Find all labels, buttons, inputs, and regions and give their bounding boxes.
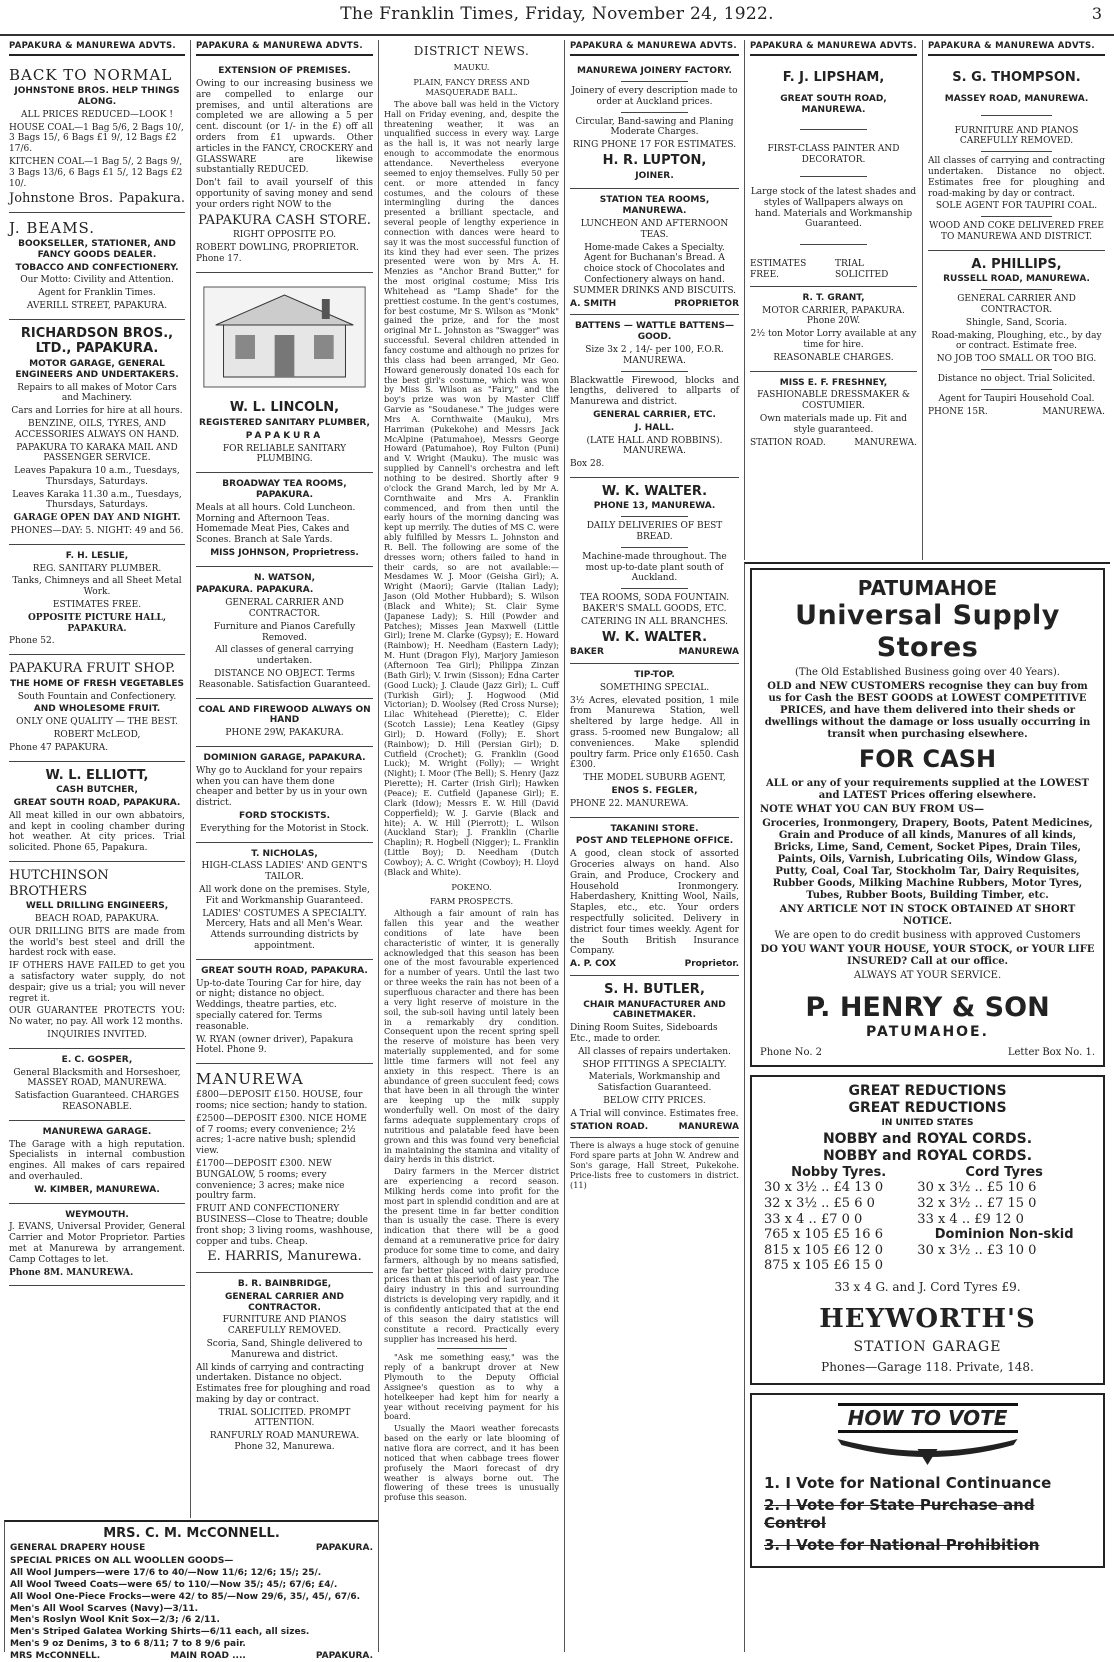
ad-heyworth-tyres: GREAT REDUCTIONS GREAT REDUCTIONS IN UNITED STATES NOBBY and ROYAL CORDS. NOBBY and ROYAL CORDS. Nobby Tyres. Cord Tyres 30 x 3½ .. £4 13 0 30 x 3½ .. £5 10 6 32 x 3½ .. £5 6 0 32 x 3½ .. £7 15 0 33 x 4 .. £7 0 0 33 x 4 .. £9 12 0 765 x 105 £5 16 6 Dominion Non-skid 815 x 105 £6 12 0 30 x 3½ .. £3 10 0 875 x 105 £6 15 0 33 x 4 G. and J. Cord Tyres £9. HEYWORTH'S STATION GARAGE Phones—Garage 118. Private, 148. [750,1075,1105,1385]
vote-option-prohibition: 3. I Vote for National Prohibition [764,1536,1040,1555]
ad-harris: MANUREWA £800—DEPOSIT £150. HOUSE, four rooms; nice section; handy to station. £2500—DEPOSIT £300. NICE HOME of 7 rooms; every convenience; 2½ acres; 1-acre native bush; splendid view. £1700—DEPOSIT £300. NEW BUNGALOW, 5 rooms; every convenience; 3 acres; make nice poultry farm. FRUIT AND CONFECTIONERY BUSINESS—Close to Theatre; double front shop; 3 living rooms, washhouse, copper and tubs. Cheap. E. HARRIS, Manurewa. [196,1064,373,1273]
masthead [0,0,1114,36]
ad-ryan: GREAT SOUTH ROAD, PAPAKURA. Up-to-date Touring Car for hire, day or night; distance no object. Weddings, theatre parties, etc. specially catered for. Terms reasonable. W. RYAN (owner driver), Papakura Hotel. Phone 9. [196,960,373,1064]
ad-thompson: S. G. THOMPSON. MASSEY ROAD, MANUREWA. FURNITURE AND PIANOS CAREFULLY REMOVED. All classes of carrying and contracting undertaken. Distance no object. Estimates free for ploughing and road-making by day or contract. SOLE AGENT FOR TAUPIRI COAL. WOOD AND COKE DELIVERED FREE TO MANUREWA AND DISTRICT. [928,60,1105,251]
newspaper-title: The Franklin Times, Friday, November 24, 1922. [340,4,774,24]
district-news-heading: DISTRICT NEWS. [413,44,530,58]
ad-gosper: E. C. GOSPER, General Blacksmith and Horseshoer, MASSEY ROAD, MANUREWA. Satisfaction Guaranteed. CHARGES REASONABLE. [9,1049,185,1121]
ad-mcconnell: MRS. C. M. McCONNELL. GENERAL DRAPERY HOUSE PAPAKURA. SPECIAL PRICES ON ALL WOOLLEN GOODS— All Wool Jumpers—were 17/6 to 40/—Now 11/6; 12/6; 15/; 25/. All Wool Tweed Coats—were 65/ to 110/—Now 35/; 45/; 67/6; £4/. All Wool One-Piece Frocks—were 42/ to 85/—Now 29/6, 35/, 45/, 67/6. Men's All Wool Scarves (Navy)—3/11. Men's Roslyn Wool Knit Sox—2/3; /6 2/11. Men's Striped Galatea Working Shirts—6/11 each, all sizes. Men's 9 oz Denims, 3 to 6 8/11; 7 to 8 9/6 pair. MRS McCONNELL. MAIN ROAD .... PAPAKURA. [4,1520,378,1652]
column-1 [4,40,190,1652]
ad-lupton: MANUREWA JOINERY FACTORY. Joinery of every description made to order at Auckland prices. Circular, Band-sawing and Planing Moderate Charges. RING PHONE 17 FOR ESTIMATES. H. R. LUPTON, JOINER. [570,60,739,189]
section-header: PAPAKURA & MANUREWA ADVTS. [928,40,1105,56]
ad-elliott: W. L. ELLIOTT, CASH BUTCHER, GREAT SOUTH ROAD, PAPAKURA. All meat killed in our own abbatoirs, and kept in cooling chamber during hot weather. At city prices. Trial solicited. Phone 65, Papakura. [9,762,185,862]
ad-bainbridge: B. R. BAINBRIDGE, GENERAL CARRIER AND CONTRACTOR. FURNITURE AND PIANOS CAREFULLY REMOVED. Scoria, Sand, Shingle delivered to Manurewa and district. All kinds of carrying and contracting undertaken. Distance no object. Estimates free for ploughing and road making by day or contract. TRIAL SOLICITED. PROMPT ATTENTION. RANFURLY ROAD MANUREWA. Phone 32, Manurewa. [196,1278,371,1453]
ad-coal: COAL AND FIREWOOD ALWAYS ON HAND PHONE 29W, PAKAKURA. [196,699,373,747]
ad-phillips: A. PHILLIPS, RUSSELL ROAD, MANUREWA. GENERAL CARRIER AND CONTRACTOR. Shingle, Sand, Scoria. Road-making, Ploughing, etc., by day or contract. Estimate free. NO JOB TOO SMALL OR TOO BIG. Distance no object. Trial Solicited. Agent for Taupiri Household Coal. PHONE 15R. MANUREWA. [928,256,1105,417]
ad-cash-store: EXTENSION OF PREMISES. Owing to our increasing business we are compelled to enlarge our premises, and until alterations are completed we are allowing a 5 per cent. discount (or 1/- in the £) off all orders from £1 upwards. Other articles in the FANCY, CROCKERY and GLASSWARE are likewise substantially REDUCED. Don't fail to avail yourself of this opportunity of saving money and send your orders right NOW to the PAPAKURA CASH STORE. RIGHT OPPOSITE P.O. ROBERT DOWLING, PROPRIETOR. Phone 17. [196,60,373,272]
ad-lincoln: W. L. LINCOLN, REGISTERED SANITARY PLUMBER, PAPAKURA FOR RELIABLE SANITARY PLUMBING. [196,273,373,474]
column-5 [744,40,922,560]
vote-option-state-purchase: 2. I Vote for State Purchase and Control [764,1496,1035,1533]
ford-parts-notice: There is always a huge stock of genuine Ford spare parts at John W. Andrew and Son's garage, Hall Street, Pukekohe. Price-lists free to customers in district. (11) [570,1140,739,1190]
right-feature-block [744,562,1110,1652]
section-header: PAPAKURA & MANUREWA ADVTS. [750,40,917,56]
ad-dominion-garage: DOMINION GARAGE, PAPAKURA. Why go to Auckland for your repairs when you can have them done cheaper and better by us in your own district. FORD STOCKISTS. Everything for the Motorist in Stock. [196,747,373,843]
ad-freshney: MISS E. F. FRESHNEY, FASHIONABLE DRESSMAKER & COSTUMIER. Own materials made up. Fit and style guaranteed. STATION ROAD. MANUREWA. [750,377,917,448]
ad-grant: R. T. GRANT, MOTOR CARRIER, PAPAKURA. Phone 20W. 2½ ton Motor Lorry available at any time for hire. REASONABLE CHARGES. [750,287,917,372]
ad-station-tea-rooms: STATION TEA ROOMS, MANUREWA. LUNCHEON AND AFTERNOON TEAS. Home-made Cakes a Specialty. Agent for Buchanan's Bread. A choice stock of Chocolates and Confectionery always on hand. SUMMER DRINKS AND BISCUITS. A. SMITH PROPRIETOR [570,189,739,315]
vote-option-continuance: 1. I Vote for National Continuance [764,1474,1052,1493]
house-illustration [196,277,373,395]
ad-fegler: TIP-TOP. SOMETHING SPECIAL. 3½ Acres, elevated position, 1 mile from Manurewa Station, well sheltered by large hedge. All in grass. 5-roomed new Bungalow; all conveniences. Make splendid poultry farm. Price only £1650. Cash £300. THE MODEL SUBURB AGENT, ENOS S. FEGLER, PHONE 22. MANUREWA. [570,664,739,818]
column-3-district-news: DISTRICT NEWS. MAUKU. PLAIN, FANCY DRESS AND MASQUERADE BALL. The above ball was held in the Victory Hall on Friday evening, and, despite the threatening weather, it was an unqualified success in every way. Large as the hall is, it was not nearly large enough to accommodate the enormous attendance. Nevertheless everyone seemed to enjoy themselves. Fully 50 per cent. or more attended in fancy costumes, and the colours of these intermingling during the dances presented a brilliant spectacle, and several people of lengthy experience in connection with dances were heard to say it was the most successful function of its kind they had ever seen. The prizes presented were won by Mrs A. H. Menzies as "Anchor Brand Butter," for the most original costume; Miss Iris Whitehead as "Lamp Shade" for the prettiest costume. In the gent's costumes, for best costume, Mr S. Wilson as "Monk" gained the prize, and for the most original Mr L. Johnston as "Swagger" was successful. Several children attended in fancy costume and although no prizes for this class had been arranged, Mr Geo. Howard generously donated 10s each for the best girl's costume, which was won by Miss S. Wilson as "Fairy," and the boy's prize was won by Master Cliff Garvie as "Soudanese." The judges were Mrs A. Cornthwaite (Mauku), Mrs Harriman (Pukekohe) and Messrs Jack McAlpine (Patumahoe), Messrs George Howard (Patumahoe), Roy Fulton (Puni) and V. Wright (Mauku). The music was supplied by Cannell's orchestra and left nothing to be desired. Shortly after 9 o'clock the Grand March, led by Mr A. Cornthwaite and Mrs A. Franklin commenced, and from then until the early hours of the morning dancing was kept up merrily. The duties of MS C. were ably fulfilled by Messrs L. Johnston and R. Bell. The following are some of the dresses worn; others failed to hand in their cards, so are not available:—Mesdames W. J. Moor (Geisha Girl); A. Wright (Maori); Garvie (Italian Lady); Jason (Old Mother Hubbard); S. Wilson (Black and White); St. Clair Syme (Japanese Lady); S. Hill (Powder and Patches); Misses Jean Maxwell (Little Girl); Irene M. Clarke (Gypsy); E. Howard (Rainbow); H. Needham (Eastern Lady); M. Hunt (Dragon Fly), Marjory Jamieson (Afternoon Tea Girl); Philippa Zinzan (Bath Girl); V. Irwin (Sisson); Edna Carter (Good Luck); J. Claude (Jazz Girl); L. Cuff (Turkish Girl); J. Hogwood (Mid Victorian); D. Woolsey (Red Cross Nurse); Lilac Whitehead (Pierette); C. Elder (Scotch Lassie); Lena Keatley (Gipsy Girl); D. Howard (Folly); E. Short (Rainbow); D. Hill (Persian Girl); D. Cutfield (Crochet); G. Franklin (Good Luck); M. Wright (Folly); — Wright (Night); I. Moor (The Bell); S. Henry (Jazz Pierette); H. Carter (Irish Girl); Hawken (Peace); E. Cutfield (Japanese Girl); E. Clark (Idow); Messrs E. W. Hill (David Copperfield); W. J. Garvie (Black and hite); A. W. Hill (Pierrott); L. Wilson (Auckland Star); J. Franklin (Charlie Chaplin); R. Hogbell (Nigger); L. Franklin (Little Boy); D. Needham (Dutch Cowboy); A. C. Wright (Cowboy); H. Lloyd (Black and White). POKENO. FARM PROSPECTS. Although a fair amount of rain has fallen this year and the weather conditions of late have been characteristic of winter, it is generally acknowledged that this season has been one of the most favourable experienced for a number of years. Until the last two or three weeks the rain has not been of a superfluous character and there has been a very light reserve of moisture in the soil, the sub-soil having until lately been in a remarkably dry condition. Consequent upon the recent spring spell the reserve of moisture has been very materially supplemented, and for some little time farmers will not feel any anxiety in this respect. There is an abundance of green succulent feed; cows that have been in all through the winter are keeping up the milk supply wonderfully well. On most of the dairy farms adequate supplementary crops of nutritious and palatable feed have been grown and this was found very beneficial in maintaining the stamina and vitality of dairy herds in this district. Dairy farmers in the Mercer district are experiencing a record season. Milking herds come into profit for the most part in splendid condition and are at the present time in far better condition than is usually the case. There is every indication that there will be a good demand at a remunerative price for dairy produce for some time to come, and dairy farmers, although by no means satisfied, are far better placed with dairy produce prices than at this period of last year. The dairy industry in this and surrounding districts is developing very rapidly, and it is confidently anticipated that at the end of this season the dairy statistics will constitute a record. Practically every supplier has increased his herd. "Ask me something easy," was the reply of a bankrupt drover at New Plymouth to the Deputy Official Assignee's question as to why a hotelkeeper had kept him for nearly a year without receiving payment for his board. Usually the Maori weather forecasts based on the early or late blooming of native flora are correct, and it has been noticed that when cabbage trees flower profusely the Maori forecast of dry weather is always borne out. The flowering of these trees is unusually profuse this season. [378,40,564,1652]
column-2 [190,40,378,1518]
ad-beams: J. BEAMS. BOOKSELLER, STATIONER, AND FANCY GOODS DEALER. TOBACCO AND CONFECTIONERY. Our Motto: Civility and Attention. Agent for Franklin Times. AVERILL STREET, PAPAKURA. [9,213,185,320]
pointing-hand-icon [764,1433,1091,1467]
ad-lipsham: F. J. LIPSHAM, GREAT SOUTH ROAD, MANUREWA. FIRST-CLASS PAINTER AND DECORATOR. Large stock of the latest shades and styles of Wallpapers always on hand. Materials and Workmanship Guaranteed. ESTIMATES FREE. TRIAL SOLICITED [750,60,917,287]
ad-leslie: F. H. LESLIE, REG. SANITARY PLUMBER. Tanks, Chimneys and all Sheet Metal Work. ESTIMATES FREE. OPPOSITE PICTURE HALL, PAPAKURA. Phone 52. [9,545,185,655]
section-header: PAPAKURA & MANUREWA ADVTS. [570,40,739,56]
ad-walter: W. K. WALTER. PHONE 13, MANUREWA. DAILY DELIVERIES OF BEST BREAD. Machine-made throughout. The most up-to-date plant south of Auckland. TEA ROOMS, SODA FOUNTAIN. BAKER'S SMALL GOODS, ETC. CATERING IN ALL BRANCHES. W. K. WALTER. BAKER MANUREWA [570,478,739,664]
ad-manurewa-garage: MANUREWA GARAGE. The Garage with a high reputation. Specialists in internal combustion engines. All makes of cars repaired and overhauled. W. KIMBER, MANUREWA. [9,1121,185,1204]
how-to-vote-title: HOW TO VOTE [838,1403,1018,1433]
ad-hutchinson: HUTCHINSON BROTHERS WELL DRILLING ENGINEERS, BEACH ROAD, PAPAKURA. OUR DRILLING BITS are made from the world's best steel and drill the hardest rock with ease. IF OTHERS HAVE FAILED to get you a satisfactory water supply, do not despair; give us a trial; you will never regret it. OUR GUARANTEE PROTECTS YOU: No water, no pay. All work 12 months. INQUIRIES INVITED. [9,862,185,1049]
section-header: PAPAKURA & MANUREWA ADVTS. [196,40,373,56]
ad-watson: N. WATSON, PAPAKURA. PAPAKURA. GENERAL CARRIER AND CONTRACTOR. Furniture and Pianos Carefully Removed. All classes of general carrying undertaken. DISTANCE NO OBJECT. Terms Reasonable. Satisfaction Guaranteed. [196,567,373,699]
section-header: PAPAKURA & MANUREWA ADVTS. [9,40,185,56]
ad-nicholas: T. NICHOLAS, HIGH-CLASS LADIES' AND GENT'S TAILOR. All work done on the premises. Style, Fit and Workmanship Guaranteed. LADIES' COSTUMES A SPECIALTY. Mercery, Hats and all Men's Wear. Attends surrounding districts by appointment. [196,843,373,960]
page-number: 3 [1091,4,1102,23]
ad-butler: S. H. BUTLER, CHAIR MANUFACTURER AND CABINETMAKER. Dining Room Suites, Sideboards Etc., made to order. All classes of repairs undertaken. SHOP FITTINGS A SPECIALTY. Materials, Workmanship and Satisfaction Guaranteed. BELOW CITY PRICES. A Trial will convince. Estimates free. STATION ROAD. MANUREWA [570,976,739,1138]
ad-takanini-store: TAKANINI STORE. POST AND TELEPHONE OFFICE. A good, clean stock of assorted Groceries always on hand. Also Grain, and Produce, Crockery and Household Ironmongery. Haberdashery, Knitting Wool, Nails, Staples, etc., etc. Your orders respectfully solicited. Delivery in district four times weekly. Agent for the South British Insurance Company. A. P. COX Proprietor. [570,818,739,976]
tyre-price-table: Nobby Tyres. Cord Tyres 30 x 3½ .. £4 13 0 30 x 3½ .. £5 10 6 32 x 3½ .. £5 6 0 32 x 3½ .. £7 15 0 33 x 4 .. £7 0 0 33 x 4 .. £9 12 0 765 x 105 £5 16 6 Dominion Non-skid 815 x 105 £6 12 0 30 x 3½ .. £3 10 0 875 x 105 £6 15 0 [764,1164,1074,1274]
column-4 [564,40,744,1652]
ad-johnstone: BACK TO NORMAL JOHNSTONE BROS. HELP THINGS ALONG. ALL PRICES REDUCED—LOOK ! HOUSE COAL—1 Bag 5/6, 2 Bags 10/, 3 Bags 15/, 6 Bags £1 9/, 12 Bags £2 17/6. KITCHEN COAL—1 Bag 5/, 2 Bags 9/, 3 Bags 13/6, 6 Bags £1 5/, 12 Bags £2 10/. Johnstone Bros. Papakura. [9,60,185,213]
ad-broadway: BROADWAY TEA ROOMS, PAPAKURA. Meals at all hours. Cold Luncheon. Morning and Afternoon Teas. Homemade Meat Pies, Cakes and Scones. Branch at Sale Yards. MISS JOHNSON, Proprietress. [196,473,373,567]
ad-patumahoe-stores: PATUMAHOE Universal Supply Stores (The Old Established Business going over 40 Years). OLD and NEW CUSTOMERS recognise they can buy from us for Cash the BEST GOODS at LOWEST COMPETITIVE PRICES, and have them delivered into their sheds or dwellings without the damage or loss usually occurring in transit when purchasing elsewhere. FOR CASH ALL or any of your requirements supplied at the LOWEST and LATEST Prices offering elsewhere. NOTE WHAT YOU CAN BUY FROM US— Groceries, Ironmongery, Drapery, Boots, Patent Medicines, Grain and Produce of all kinds, Manures of all kinds, Bricks, Lime, Sand, Cement, Socket Pipes, Drain Tiles, Paints, Oils, Varnish, Lubricating Oils, Window Glass, Putty, Coal, Coal Tar, Stockholm Tar, Dairy Requisites, Rubber Goods, Milking Machine Rubbers, Motor Tyres, Tubes, Rubber Boots, Building Timber, etc. ANY ARTICLE NOT IN STOCK OBTAINED AT SHORT NOTICE. We are open to do credit business with approved Customers DO YOU WANT YOUR HOUSE, YOUR STOCK, or YOUR LIFE INSURED? Call at our office. ALWAYS AT YOUR SERVICE. P. HENRY & SON PATUMAHOE. Phone No. 2 Letter Box No. 1. [750,568,1105,1067]
how-to-vote-panel [750,1393,1105,1569]
ad-weymouth: WEYMOUTH. J. EVANS, Universal Provider, General Carrier and Motor Proprietor. Parties met at Manurewa by arrangement. Camp Cottages to let. Phone 8M. MANUREWA. [9,1204,185,1287]
ad-hall: BATTENS — WATTLE BATTENS—GOOD. Size 3x 2 , 14/- per 100, F.O.R. MANUREWA. Blackwattle Firewood, blocks and lengths, delivered to allparts of Manurewa and district. GENERAL CARRIER, ETC. J. HALL. (LATE HALL AND ROBBINS). MANUREWA. Box 28. [570,315,739,478]
column-6 [922,40,1110,560]
ad-richardson: RICHARDSON BROS., LTD., PAPAKURA. MOTOR GARAGE, GENERAL ENGINEERS AND UNDERTAKERS. Repairs to all makes of Motor Cars and Machinery. Cars and Lorries for hire at all hours. BENZINE, OILS, TYRES, AND ACCESSORIES ALWAYS ON HAND. PAPAKURA TO KARAKA MAIL AND PASSENGER SERVICE. Leaves Papakura 10 a.m., Tuesdays, Thursdays, Saturdays. Leaves Karaka 11.30 a.m., Tuesdays, Thursdays, Saturdays. GARAGE OPEN DAY AND NIGHT. PHONES—DAY: 5. NIGHT: 49 and 56. [9,320,185,545]
ad-fruit-shop: PAPAKURA FRUIT SHOP. THE HOME OF FRESH VEGETABLES South Fountain and Confectionery. AND WHOLESOME FRUIT. ONLY ONE QUALITY — THE BEST. ROBERT McLEOD, Phone 47 PAPAKURA. [9,655,185,761]
